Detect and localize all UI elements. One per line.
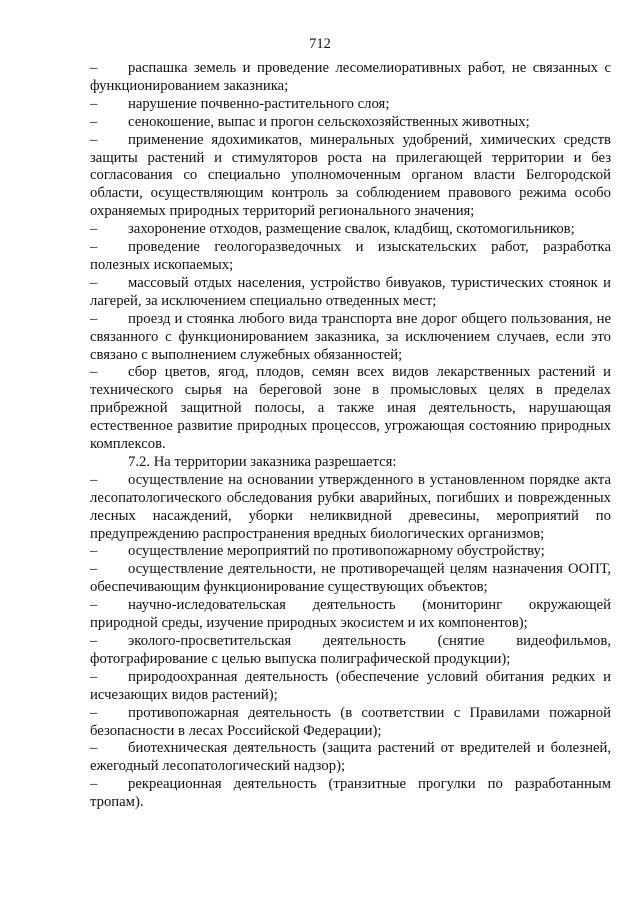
list-item-text: применение ядохимикатов, минеральных удобрений, химических средств защиты растений и стимуляторов роста на прилегающей территории и без согласования со специально уполномоченным органом власти Белгородской области, осуществляющим контроль за соблюдением правового режима особо охраняемых природных территорий регионального значения; <box>90 131 611 220</box>
list-item-text: научно-иследовательская деятельность (мониторинг окружающей природной среды, изучение природных экосистем и их компонентов); <box>90 597 611 632</box>
section-heading-text: 7.2. На территории заказника разрешается: <box>128 453 397 470</box>
list-item-text: нарушение почвенно-растительного слоя; <box>128 95 390 112</box>
list-item <box>90 669 611 705</box>
list-dash: – <box>90 310 98 327</box>
list-item <box>90 597 611 633</box>
list-item <box>90 364 611 454</box>
list-item <box>90 705 611 741</box>
list-item <box>90 96 611 114</box>
list-item-text: проезд и стоянка любого вида транспорта вне дорог общего пользования, не связанного с функционированием заказника, за исключением случаев, если это связано с выполнением служебных обязанностей; <box>90 310 611 363</box>
list-dash: – <box>90 704 98 721</box>
list-dash: – <box>90 131 98 148</box>
list-dash: – <box>90 239 98 256</box>
list-item-text: сенокошение, выпас и прогон сельскохозяйственных животных; <box>128 113 530 130</box>
list-item <box>90 561 611 597</box>
list-dash: – <box>90 740 98 757</box>
list-item <box>90 132 611 222</box>
list-item <box>90 275 611 311</box>
list-item-text: рекреационная деятельность (транзитные прогулки по разработанным тропам). <box>90 776 611 811</box>
list-item <box>90 60 611 96</box>
list-item <box>90 740 611 776</box>
list-item <box>90 776 611 812</box>
list-dash: – <box>90 668 98 685</box>
list-item-text: захоронение отходов, размещение свалок, кладбищ, скотомогильников; <box>128 221 575 238</box>
list-item-text: осуществление мероприятий по противопожарному обустройству; <box>128 543 545 560</box>
list-item-text: природоохранная деятельность (обеспечение условий обитания редких и исчезающих видов растений); <box>90 668 611 703</box>
list-item-text: массовый отдых населения, устройство бивуаков, туристических стоянок и лагерей, за исключением специально отведенных мест; <box>90 274 611 309</box>
list-dash: – <box>90 113 98 130</box>
list-item-text: противопожарная деятельность (в соответствии с Правилами пожарной безопасности в лесах Российской Федерации); <box>90 704 611 739</box>
list-dash: – <box>90 543 98 560</box>
list-dash: – <box>90 597 98 614</box>
list-dash: – <box>90 561 98 578</box>
list-dash: – <box>90 60 98 76</box>
list-dash: – <box>90 95 98 112</box>
list-item-text: распашка земель и проведение лесомелиоративных работ, не связанных с функционированием заказника; <box>90 60 611 94</box>
list-dash: – <box>90 274 98 291</box>
section-heading <box>90 454 611 472</box>
list-item <box>90 114 611 132</box>
document-body <box>90 60 611 812</box>
list-item <box>90 633 611 669</box>
page-number: 712 <box>309 36 331 52</box>
list-item-text: проведение геологоразведочных и изыскательских работ, разработка полезных ископаемых; <box>90 239 611 273</box>
list-dash: – <box>90 633 98 649</box>
list-item <box>90 472 611 544</box>
list-dash: – <box>90 471 98 488</box>
list-dash: – <box>90 221 98 238</box>
list-item <box>90 221 611 239</box>
list-item-text: осуществление на основании утвержденного в установленном порядке акта лесопатологического обследования рубки аварийных, погибших и поврежденных лесных насаждений, уборки неликвидной древесины, мероприятий по предупреждению распространения вредных биологических организмов; <box>90 471 611 542</box>
list-item <box>90 239 611 275</box>
list-dash: – <box>90 364 98 381</box>
list-dash: – <box>90 776 98 793</box>
list-item <box>90 543 611 561</box>
list-item-text: сбор цветов, ягод, плодов, семян всех видов лекарственных растений и технического сырья на береговой зоне в промысловых целях в пределах прибрежной защитной полосы, а также иная деятельность, нарушающая естественное развитие природных процессов, угрожающая состоянию природных комплексов. <box>90 364 611 453</box>
list-item-text: эколого-просветительская деятельность (снятие видеофильмов, фотографирование с целью выпуска полиграфической продукции); <box>90 633 611 667</box>
list-item-text: биотехническая деятельность (защита растений от вредителей и болезней, ежегодный лесопатологический надзор); <box>90 740 611 775</box>
list-item <box>90 311 611 365</box>
list-item-text: осуществление деятельности, не противоречащей целям назначения ООПТ, обеспечивающим функционирование существующих объектов; <box>90 561 611 596</box>
